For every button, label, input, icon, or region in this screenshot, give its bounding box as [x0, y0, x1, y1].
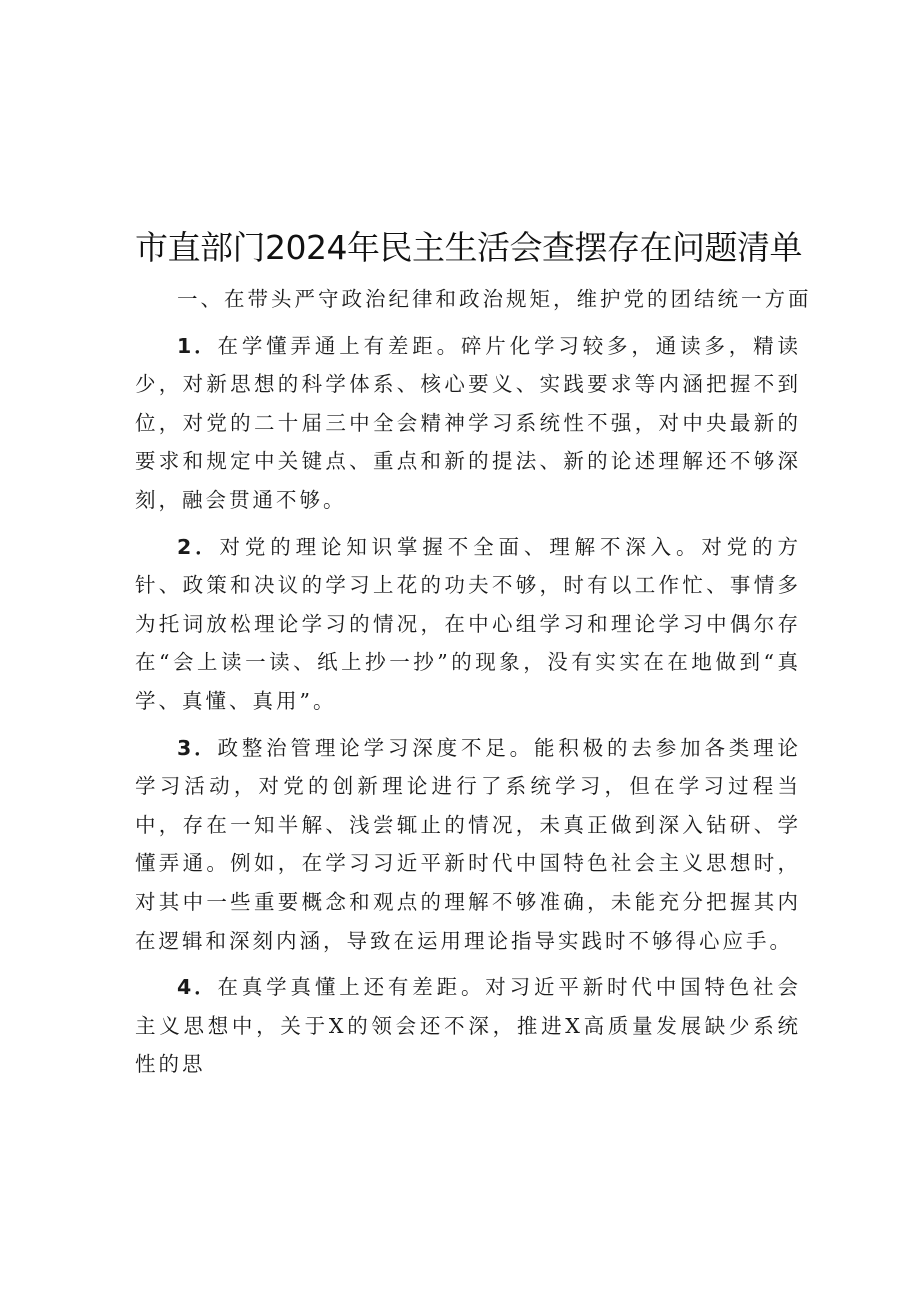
item-text: 政整治管理论学习深度不足。能积极的去参加各类理论学习活动，对党的创新理论进行了系统学习，但在学习过程当中，存在一知半解、浅尝辄止的情况，未真正做到深入钻研、学懂弄通。例如，在学习习近平新时代中国特色社会主义思想时，对其中一些重要概念和观点的理解不够准确，未能充分把握其内在逻辑和深刻内涵，导致在运用理论指导实践时不够得心应手。: [135, 735, 802, 953]
section-heading: 一、在带头严守政治纪律和政治规矩，维护党的团结统一方面: [177, 287, 812, 311]
item-number: 3．: [177, 735, 218, 760]
problem-item-2: [135, 528, 801, 721]
item-text: 在学懂弄通上有差距。碎片化学习较多，通读多，精读少，对新思想的科学体系、核心要义、实践要求等内涵把握不到位，对党的二十届三中全会精神学习系统性不强，对中央最新的要求和规定中关键点、重点和新的提法、新的论述理解还不够深刻，融会贯通不够。: [135, 333, 802, 512]
problem-item-3: [135, 729, 801, 961]
problem-item-4: [135, 968, 801, 1084]
item-number: 1．: [177, 333, 218, 358]
document-title: 市直部门2024年民主生活会查摆存在问题清单: [135, 228, 802, 267]
item-number: 2．: [177, 534, 220, 559]
item-text: 在真学真懂上还有差距。对习近平新时代中国特色社会主义思想中，关于X的领会还不深，推进X高质量发展缺少系统性的思: [135, 975, 802, 1077]
item-text: 对党的理论知识掌握不全面、理解不深入。对党的方针、政策和决议的学习上花的功夫不够，时有以工作忙、事情多为托词放松理论学习的情况，在中心组学习和理论学习中偶尔存在“会上读一读、纸上抄一抄”的现象，没有实实在在地做到“真学、真懂、真用”。: [135, 534, 802, 713]
problem-item-1: [135, 327, 801, 520]
item-number: 4．: [177, 975, 218, 1000]
document-body: [135, 280, 812, 1092]
